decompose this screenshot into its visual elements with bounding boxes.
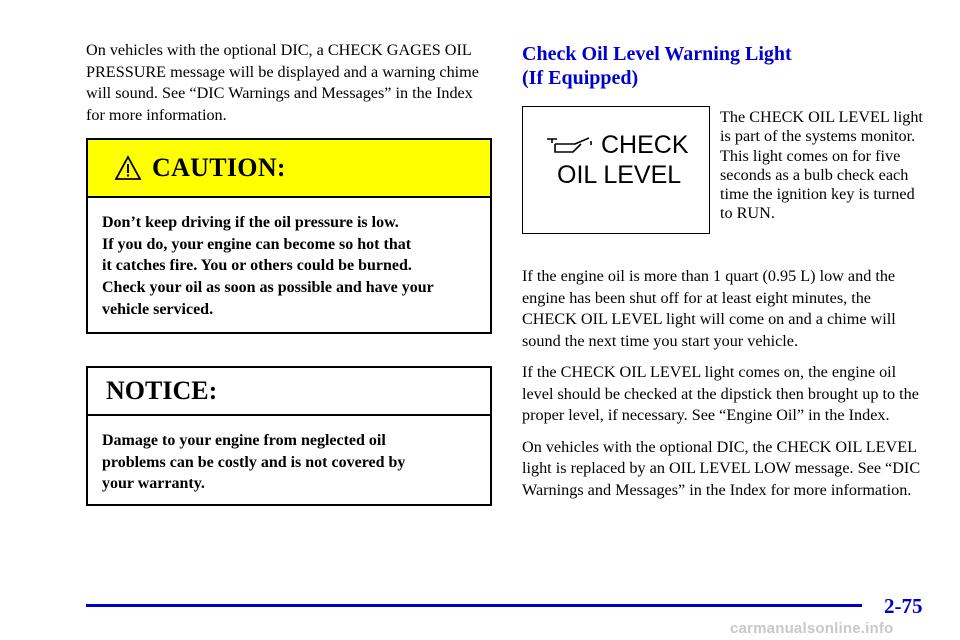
- caution-line: vehicle serviced.: [102, 300, 214, 318]
- notice-header: [88, 368, 490, 416]
- body-paragraph: If the engine oil is more than 1 quart (0.95 L) low and the engine has been shut off for at least eight minutes, the CHECK OIL LEVEL light will come on and a chime will sound the next time you start your vehicle.: [522, 267, 896, 350]
- notice-line: Damage to your engine from neglected oil: [102, 432, 386, 449]
- caution-line: Don’t keep driving if the oil pressure is low.: [102, 214, 399, 231]
- oil-can-icon: [545, 135, 595, 157]
- caution-body: [88, 198, 490, 321]
- caution-header: [88, 140, 490, 198]
- body-paragraph: If the CHECK OIL LEVEL light comes on, the engine oil level should be checked at the dipstick then brought up to the proper level, if necessary. See “Engine Oil” in the Index.: [522, 363, 919, 424]
- page-number: 2-75: [884, 594, 923, 618]
- left-column: [86, 40, 492, 136]
- caution-line: Check your oil as soon as possible and have your: [102, 279, 434, 297]
- warning-triangle-icon: [114, 155, 142, 181]
- indicator-text-oil-level: OIL LEVEL: [557, 161, 682, 189]
- check-oil-level-indicator: [522, 106, 710, 234]
- indicator-figure-row: [522, 104, 926, 264]
- footer-rule: [86, 604, 862, 607]
- notice-line: problems can be costly and is not covered by: [102, 453, 406, 471]
- intro-paragraph: On vehicles with the optional DIC, a CHECK GAGES OIL PRESSURE message will be displayed and a warning chime will sound. See “DIC Warnings and Messages” in the Index for more information.: [86, 41, 479, 124]
- section-title: [522, 42, 926, 90]
- notice-box: [86, 366, 492, 506]
- section-title-line: Check Oil Level Warning Light: [522, 43, 792, 65]
- notice-title: NOTICE:: [106, 376, 218, 405]
- right-paragraphs: [522, 266, 926, 501]
- caution-line: it catches fire. You or others could be burned.: [102, 257, 412, 275]
- indicator-text-check: CHECK: [601, 131, 689, 159]
- notice-line: your warranty.: [102, 475, 205, 493]
- figure-description: The CHECK OIL LEVEL light is part of the systems monitor. This light comes on for five seconds as a bulb check each time the ignition key is turned to RUN.: [720, 108, 923, 223]
- caution-box: [86, 138, 492, 334]
- caution-title: CAUTION:: [152, 153, 286, 182]
- watermark: carmanualsonline.info: [730, 620, 894, 637]
- body-paragraph: On vehicles with the optional DIC, the CHECK OIL LEVEL light is replaced by an OIL LEVEL LOW message. See “DIC Warnings and Messages” in the Index for more information.: [522, 437, 921, 499]
- notice-body: [88, 416, 490, 495]
- right-column: [522, 42, 926, 511]
- section-title-line: (If Equipped): [522, 67, 639, 89]
- caution-line: If you do, your engine can become so hot that: [102, 235, 412, 253]
